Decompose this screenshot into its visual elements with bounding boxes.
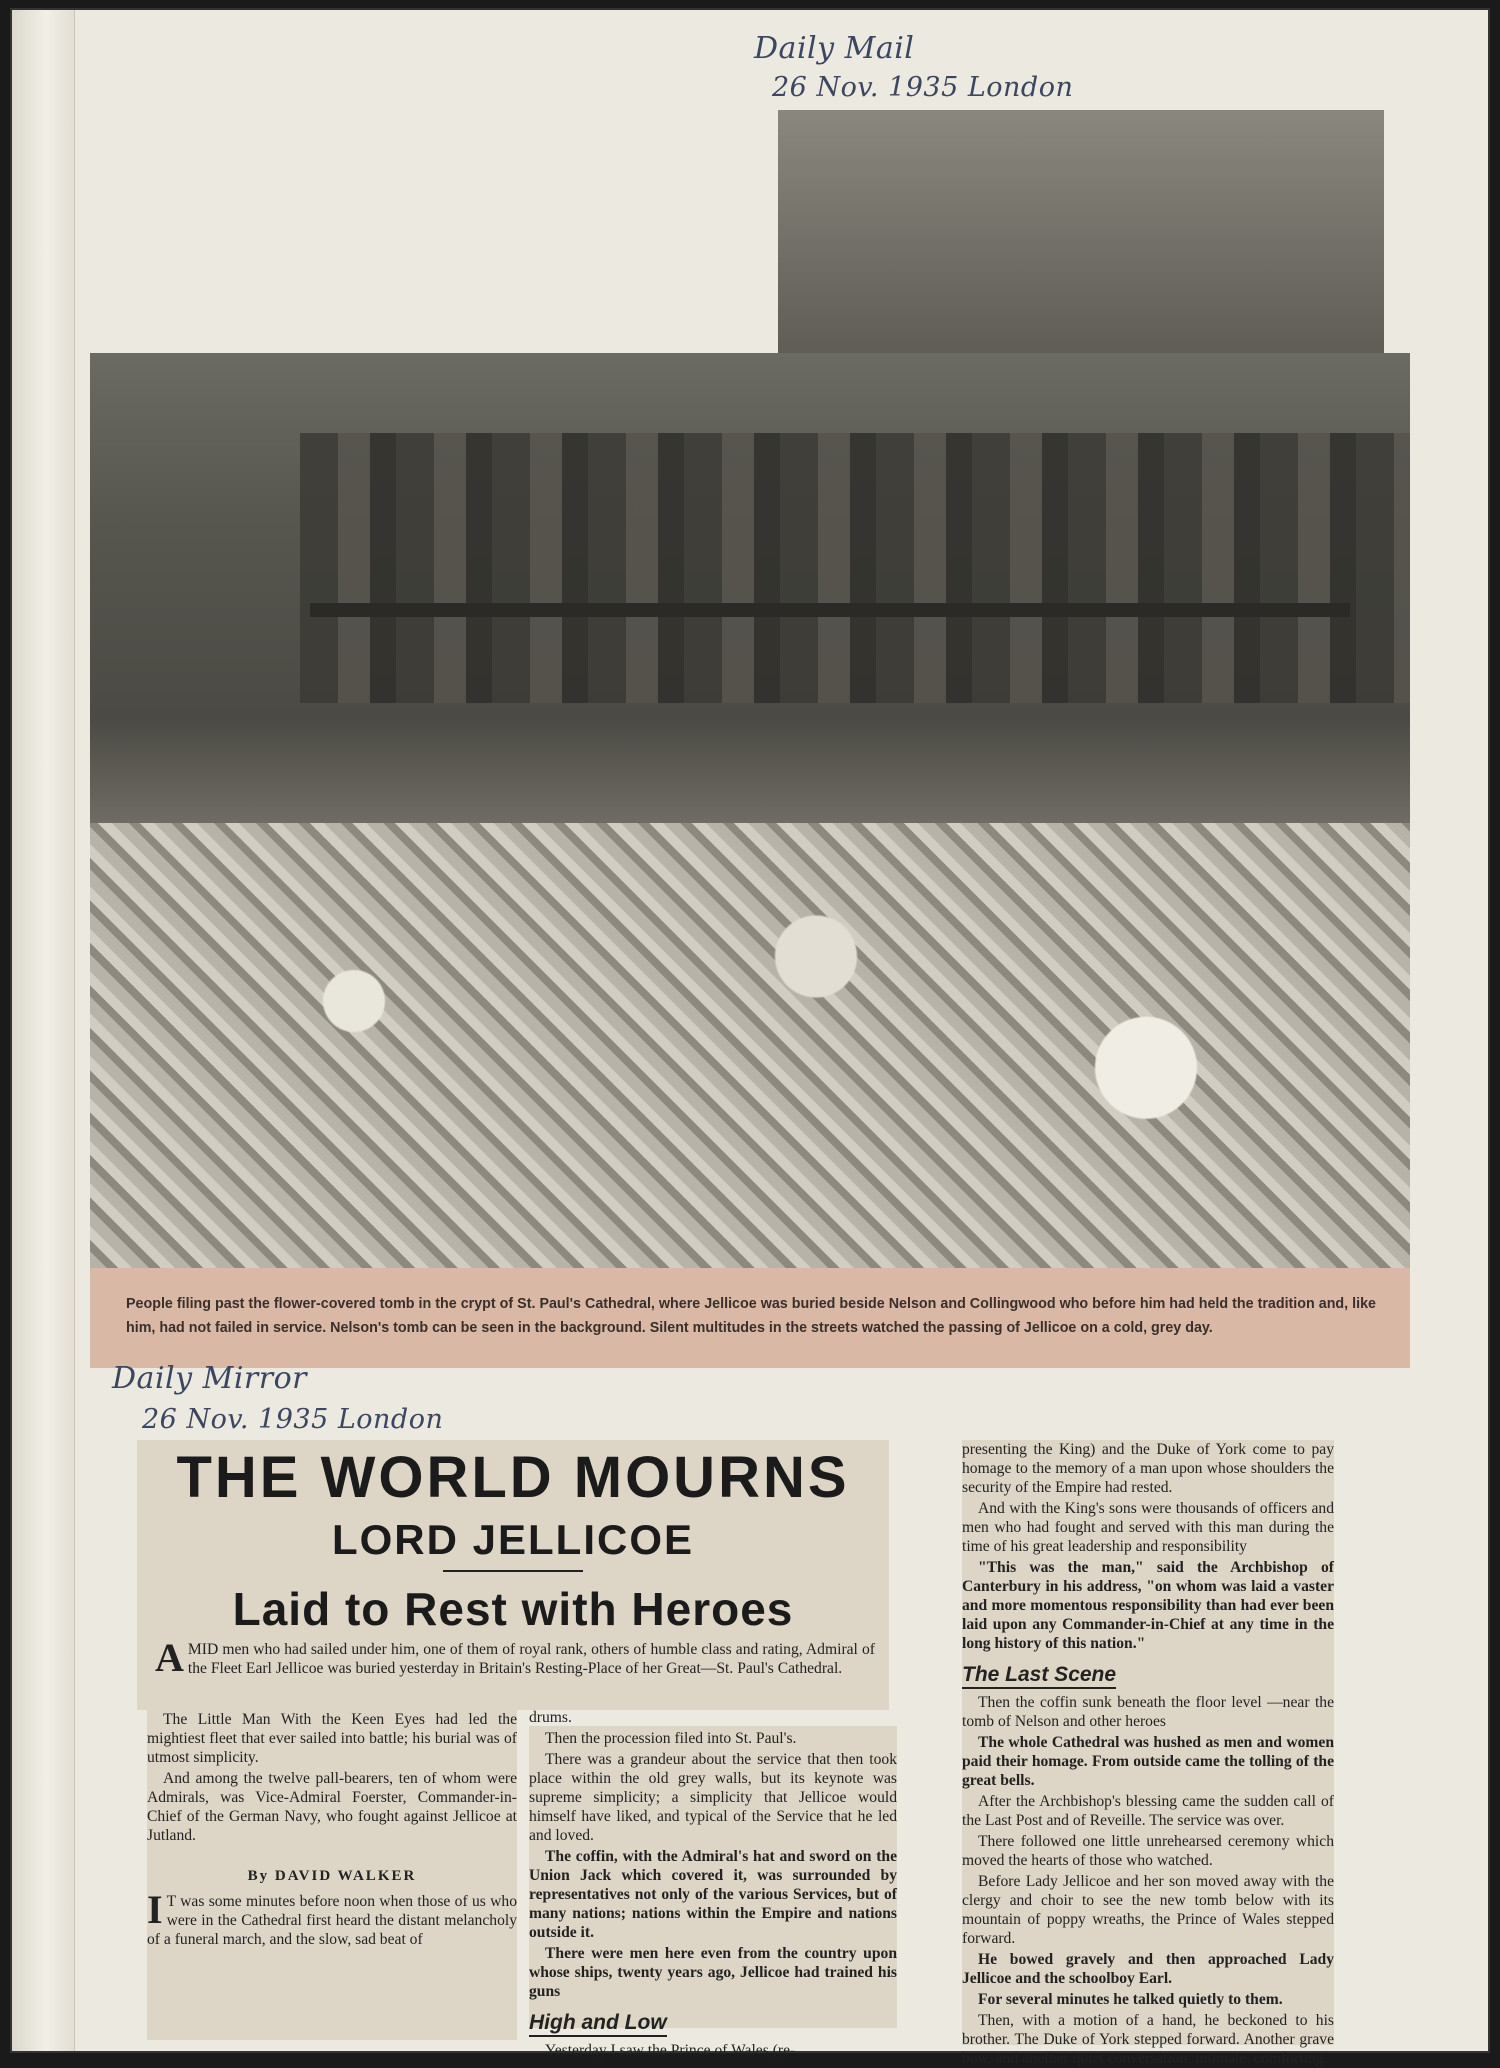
col-c-paragraph: "This was the man," said the Archbishop of Canterbury in his address, "on whom was laid a vaster and more momentous responsibility than had ever been laid upon any Commander-in-Chief at any time in the long history of this nation." xyxy=(962,1559,1334,1652)
byline: By DAVID WALKER xyxy=(247,1868,417,1884)
col-b-paragraph: The coffin, with the Admiral's hat and sword on the Union Jack which covered it, was surrounded by representatives not only of the various Services, but of many nations; nations within the Empire and nations outside it. xyxy=(529,1848,897,1941)
headline-sub: Laid to Rest with Heroes xyxy=(232,1583,794,1635)
headline-main: THE WORLD MOURNS xyxy=(176,1445,850,1510)
photo-caption: People filing past the flower-covered tomb in the crypt of St. Paul's Cathedral, where Jellicoe was buried beside Nelson and Collingwood who before him had held the tradition and, like him, had not failed in service. Nelson's tomb can be seen in the background. Silent multitudes in the streets watched the passing of Jellicoe on a cold, grey day. xyxy=(126,1296,1376,1336)
col-c-paragraph: He bowed gravely and then approached Lady Jellicoe and the schoolboy Earl. xyxy=(962,1951,1334,1987)
flower-covered-tomb xyxy=(90,823,1410,1268)
col-c-paragraph: Then, with a motion of a hand, he beckoned to his brother. The Duke of York stepped forward. Another grave bow, and another quiet conversation, intimate, comforting. xyxy=(962,2012,1334,2067)
col-b-paragraph: Then the procession filed into St. Paul's. xyxy=(545,1730,797,1747)
col-c-paragraph: For several minutes he talked quietly to them. xyxy=(978,1991,1283,2008)
headline-rule xyxy=(443,1570,583,1572)
headline-name: LORD JELLICOE xyxy=(331,1516,695,1563)
col-a-paragraph: I T was some minutes before noon when those of us who were in the Cathedral first heard the distant melancholy of a funeral march, and the slow, sad beat of xyxy=(147,1887,517,1948)
lead-dropcap: A xyxy=(155,1635,184,1680)
handwritten-source-bottom: Daily Mirror xyxy=(112,1361,308,1396)
col-c-paragraph: Before Lady Jellicoe and her son moved away with the clergy and choir to see the new tomb below with its mountain of poppy wreaths, the Prince of Wales stepped forward. xyxy=(962,1873,1334,1947)
handwritten-source-top: Daily Mail xyxy=(754,31,915,66)
crypt-photo xyxy=(90,353,1410,1268)
scrapbook-page xyxy=(10,8,1490,2067)
col-c-paragraph: There followed one little unrehearsed ceremony which moved the hearts of those who watched. xyxy=(962,1833,1334,1869)
lead-paragraph: AMID men who had sailed under him, one of them of royal rank, others of humble class and rating, Admiral of the Fleet Earl Jellicoe was buried yesterday in Britain's Resting-Place of her Great—St. Paul's Cathedral. xyxy=(155,1635,875,1680)
headline-clipping xyxy=(137,1440,889,1710)
crowd-figures xyxy=(300,433,1410,703)
article-column-a xyxy=(147,1710,517,2040)
col-a-paragraph: And among the twelve pall-bearers, ten of whom were Admirals, was Vice-Admiral Foerster, Commander-in-Chief of the German Navy, who fought against Jellicoe at Jutland. xyxy=(147,1770,517,1844)
col-b-paragraph: There were men here even from the country upon whose ships, twenty years ago, Jellicoe had trained his guns xyxy=(529,1945,897,2000)
col-a-dropcap: I xyxy=(147,1887,163,1932)
col-c-paragraph: The whole Cathedral was hushed as men and women paid their homage. From outside came the tolling of the great bells. xyxy=(962,1734,1334,1789)
col-a-paragraph: The Little Man With the Keen Eyes had led the mightiest fleet that ever sailed into battle; his burial was of utmost simplicity. xyxy=(147,1711,517,1766)
photo-caption-box xyxy=(90,1268,1410,1368)
col-c-paragraph: Then the coffin sunk beneath the floor level —near the tomb of Nelson and other heroes xyxy=(962,1694,1334,1730)
subhead-last-scene: The Last Scene xyxy=(962,1665,1116,1689)
col-c-paragraph: presenting the King) and the Duke of York come to pay homage to the memory of a man upon whose shoulders the security of the Empire had rested. xyxy=(962,1441,1334,1496)
handwritten-date-top: 26 Nov. 1935 London xyxy=(772,72,1074,103)
col-b-paragraph: drums. xyxy=(529,1709,572,1726)
page-binding xyxy=(12,10,75,2051)
nelson-tomb-photo-top xyxy=(778,110,1384,370)
article-column-b xyxy=(529,1709,897,2059)
col-c-paragraph: After the Archbishop's blessing came the sudden call of the Last Post and of Reveille. The service was over. xyxy=(962,1793,1334,1829)
subhead-high-and-low: High and Low xyxy=(529,2013,667,2037)
col-b-paragraph: There was a grandeur about the service that then took place within the old grey walls, but its keynote was supreme simplicity; a simplicity that Jellicoe would himself have liked, and typical of the Service that he led and loved. xyxy=(529,1751,897,1844)
col-c-paragraph: And with the King's sons were thousands of officers and men who had fought and served with this man during the time of his great leadership and responsibility xyxy=(962,1500,1334,1555)
article-column-c xyxy=(962,1440,1334,2067)
col-b-paragraph: Yesterday I saw the Prince of Wales (re- xyxy=(545,2042,796,2059)
wooden-railing xyxy=(310,603,1350,617)
handwritten-date-bottom: 26 Nov. 1935 London xyxy=(142,1404,444,1435)
